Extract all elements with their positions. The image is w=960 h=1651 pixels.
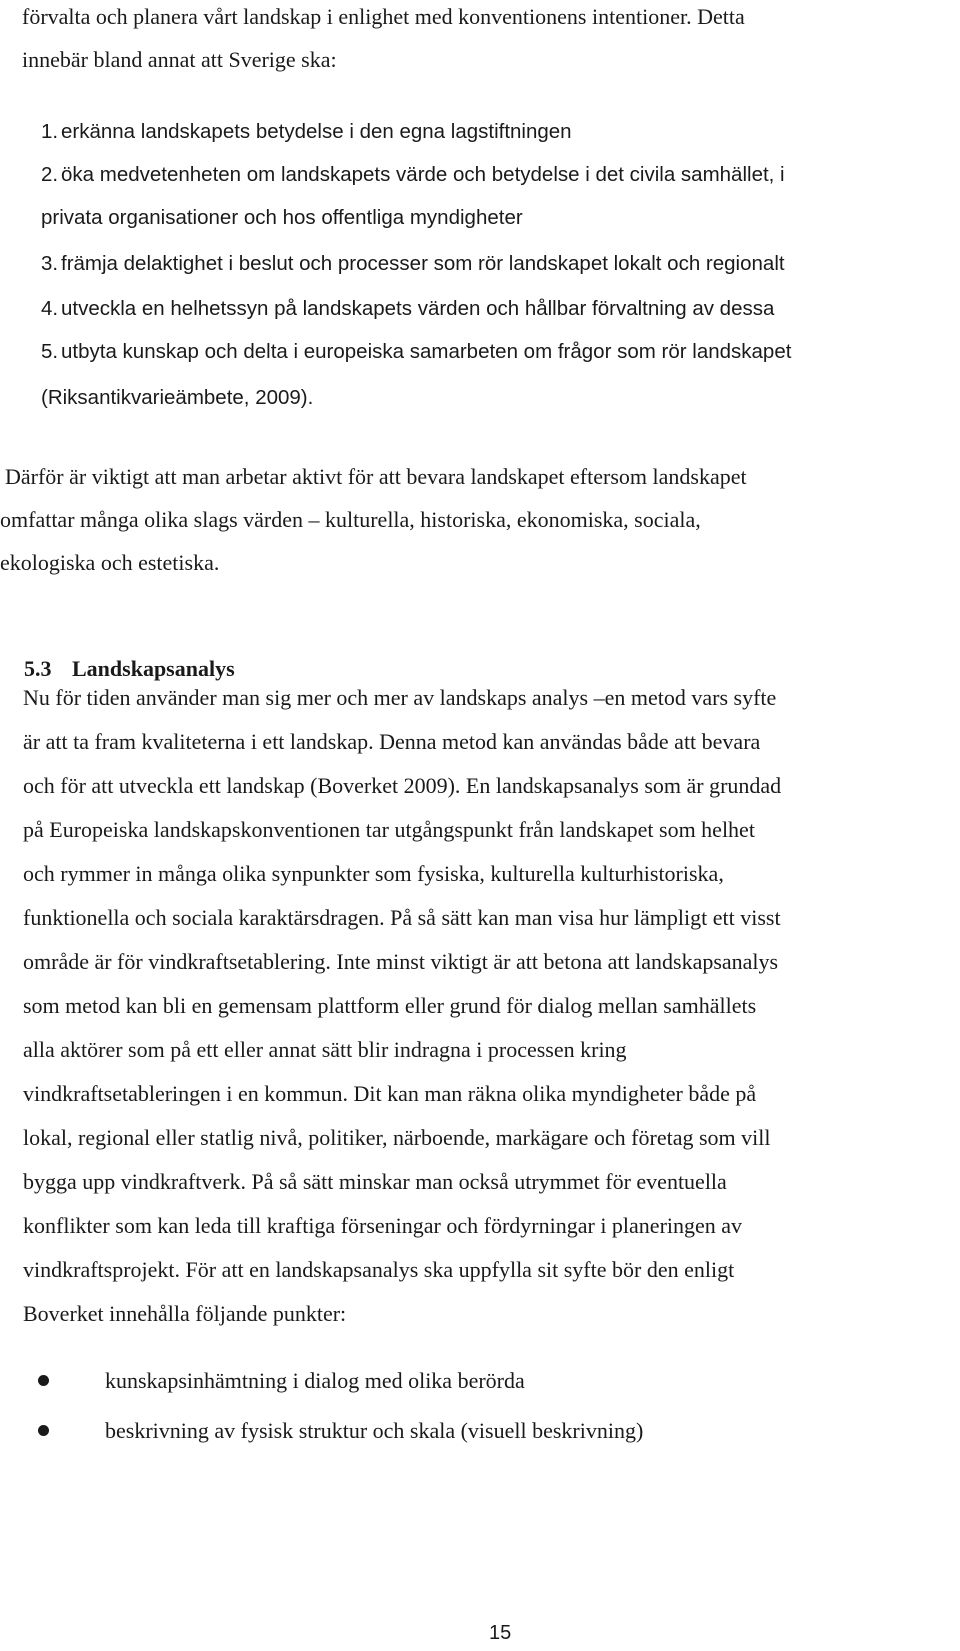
body-line: vindkraftsetableringen i en kommun. Dit kan man räkna olika myndigheter både på: [23, 1081, 757, 1106]
list-item-number: 3.: [41, 252, 59, 275]
list-item-number: 4.: [41, 297, 59, 320]
list-item: [41, 337, 791, 367]
list-item-text: öka medvetenheten om landskapets värde och betydelse i det civila samhället, i: [61, 163, 785, 186]
bullet-icon: [38, 1375, 49, 1386]
body-line: och för att utveckla ett landskap (Boverket 2009). En landskapsanalys som är grundad: [23, 773, 782, 798]
list-item-continuation: privata organisationer och hos offentliga myndigheter: [41, 206, 523, 229]
body-line: och rymmer in många olika synpunkter som fysiska, kulturella kulturhistoriska,: [23, 861, 724, 886]
section-title: Landskapsanalys: [72, 656, 235, 681]
list-item-text: utbyta kunskap och delta i europeiska samarbeten om frågor som rör landskapet: [61, 340, 792, 363]
body-line: Boverket innehålla följande punkter:: [23, 1301, 347, 1326]
body-line: Nu för tiden använder man sig mer och mer av landskaps analys –en metod vars syfte: [23, 685, 777, 710]
bullet-item: beskrivning av fysisk struktur och skala (visuell beskrivning): [105, 1418, 644, 1443]
section-number: 5.3: [24, 656, 52, 681]
body-line: lokal, regional eller statlig nivå, politiker, närboende, markägare och företag som vill: [23, 1125, 771, 1150]
list-item: [41, 117, 572, 147]
importance-line: ekologiska och estetiska.: [0, 550, 220, 575]
list-item-number: 2.: [41, 163, 59, 186]
page-number: 15: [489, 1622, 512, 1644]
body-line: på Europeiska landskapskonventionen tar utgångspunkt från landskapet som helhet: [23, 817, 755, 842]
list-item-text: främja delaktighet i beslut och processer som rör landskapet lokalt och regionalt: [61, 252, 785, 275]
body-line: alla aktörer som på ett eller annat sätt blir indragna i processen kring: [23, 1037, 627, 1062]
list-item: [41, 294, 774, 324]
body-line: område är för vindkraftsetablering. Inte minst viktigt är att betona att landskapsanalys: [23, 949, 779, 974]
list-item-text: utveckla en helhetssyn på landskapets värden och hållbar förvaltning av dessa: [61, 297, 775, 320]
section-heading: [24, 656, 235, 682]
list-item: [41, 249, 785, 279]
list-item-text: erkänna landskapets betydelse i den egna lagstiftningen: [61, 120, 572, 143]
bullet-item: kunskapsinhämtning i dialog med olika berörda: [105, 1368, 525, 1393]
body-line: som metod kan bli en gemensam plattform eller grund för dialog mellan samhällets: [23, 993, 757, 1018]
importance-line: Därför är viktigt att man arbetar aktivt för att bevara landskapet eftersom landskapet: [5, 464, 747, 489]
body-line: är att ta fram kvaliteterna i ett landskap. Denna metod kan användas både att bevara: [23, 729, 761, 754]
intro-line: innebär bland annat att Sverige ska:: [22, 47, 337, 72]
body-line: bygga upp vindkraftverk. På så sätt minskar man också utrymmet för eventuella: [23, 1169, 727, 1194]
list-item-continuation: (Riksantikvarieämbete, 2009).: [41, 386, 314, 409]
importance-line: omfattar många olika slags värden – kulturella, historiska, ekonomiska, sociala,: [0, 507, 701, 532]
list-item: [41, 160, 785, 190]
body-line: funktionella och sociala karaktärsdragen. På så sätt kan man visa hur lämpligt ett visst: [23, 905, 781, 930]
body-line: konflikter som kan leda till kraftiga förseningar och fördyrningar i planeringen av: [23, 1213, 743, 1238]
list-item-number: 5.: [41, 340, 59, 363]
bullet-icon: [38, 1425, 49, 1436]
body-line: vindkraftsprojekt. För att en landskapsanalys ska uppfylla sit syfte bör den enligt: [23, 1257, 735, 1282]
list-item-number: 1.: [41, 120, 59, 143]
intro-line: förvalta och planera vårt landskap i enlighet med konventionens intentioner. Detta: [22, 4, 745, 29]
